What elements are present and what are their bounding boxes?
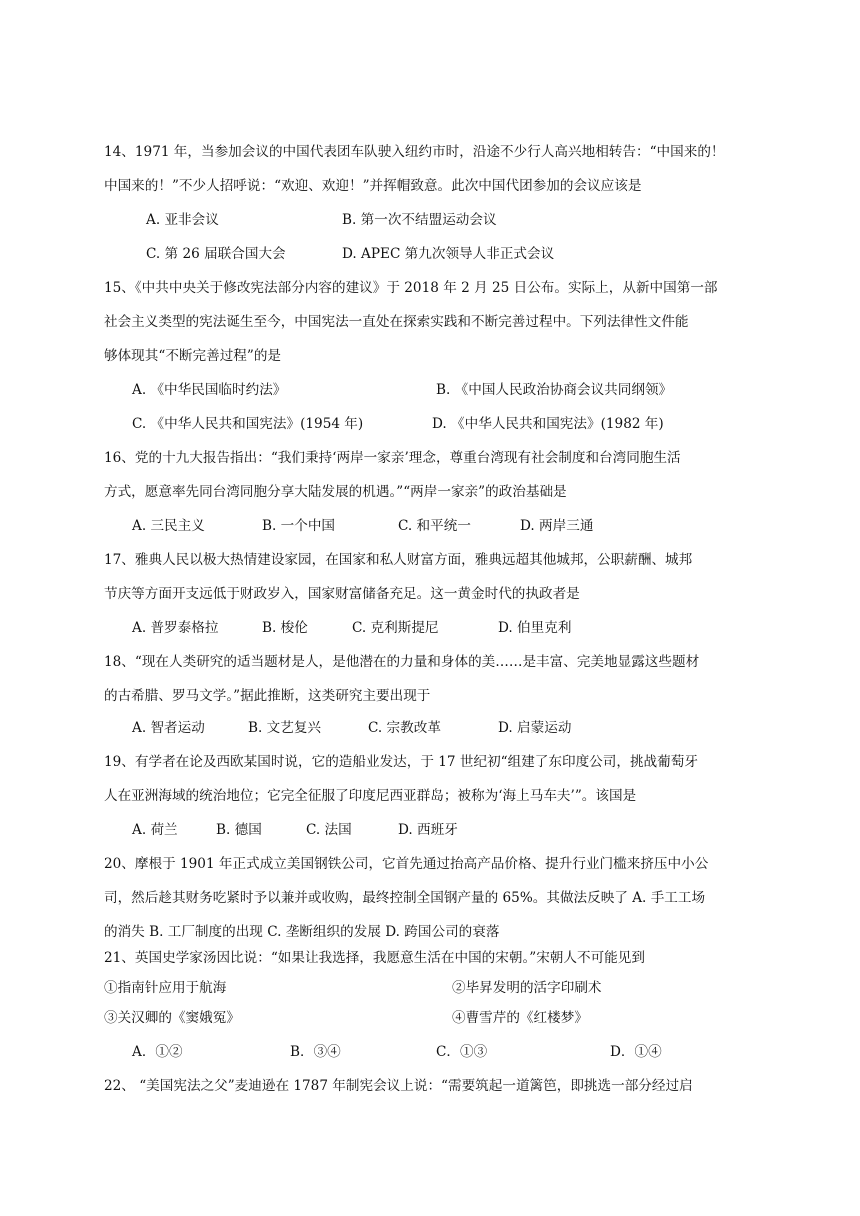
question-21-option-a: A．①② [132, 1044, 183, 1060]
question-18-option-a: A. 智者运动 [132, 720, 205, 736]
question-16-option-c: C. 和平统一 [398, 518, 471, 534]
question-15-line-3: 够体现其“不断完善过程”的是 [104, 348, 282, 364]
question-17-option-d: D. 伯里克利 [498, 620, 572, 636]
question-16-line-2: 方式，愿意率先同台湾同胞分享大陆发展的机遇。”“两岸一家亲”的政治基础是 [104, 484, 567, 500]
question-18-option-c: C. 宗教改革 [368, 720, 441, 736]
question-17-option-c: C. 克利斯提尼 [352, 620, 439, 636]
question-15-option-c: C. 《中华人民共和国宪法》(1954 年) [132, 416, 364, 432]
question-17-option-a: A. 普罗泰格拉 [132, 620, 219, 636]
question-21-item-1: ①指南针应用于航海 [104, 980, 227, 996]
question-18-line-1: 18、“现在人类研究的适当题材是人，是他潜在的力量和身体的美……是丰富、完美地显露这些题材 [104, 654, 700, 670]
question-16-option-d: D. 两岸三通 [520, 518, 594, 534]
question-17-option-b: B. 梭伦 [262, 620, 308, 636]
question-19-option-b: B. 德国 [216, 822, 262, 838]
question-15-line-2: 社会主义类型的宪法诞生至今，中国宪法一直处在探索实践和不断完善过程中。下列法律性文件能 [104, 314, 689, 330]
question-14-option-a: A. 亚非会议 [146, 212, 219, 228]
question-21-item-2: ②毕昇发明的活字印刷术 [452, 980, 602, 996]
question-21-item-4: ④曹雪芹的《红楼梦》 [452, 1010, 588, 1026]
question-21-option-b: B．③④ [290, 1044, 341, 1060]
question-15-option-d: D. 《中华人民共和国宪法》(1982 年) [432, 416, 664, 432]
question-22-line-1: 22、 “美国宪法之父”麦迪逊在 1787 年制宪会议上说：“需要筑起一道篱笆，即挑选一部分经过启 [104, 1078, 693, 1094]
question-15-option-a: A. 《中华民国临时约法》 [132, 382, 287, 398]
question-21-option-c: C．①③ [436, 1044, 488, 1060]
question-14-line-1: 14、1971 年，当参加会议的中国代表团车队驶入纽约市时，沿途不少行人高兴地相转告：“中国来的！ [104, 144, 725, 160]
question-18-line-2: 的古希腊、罗马文学。”据此推断，这类研究主要出现于 [104, 688, 431, 704]
question-18-option-d: D. 启蒙运动 [498, 720, 572, 736]
question-16-line-1: 16、党的十九大报告指出：“我们秉持‘两岸一家亲’理念，尊重台湾现有社会制度和台湾同胞生活 [104, 450, 681, 466]
question-14-option-c: C. 第 26 届联合国大会 [146, 246, 286, 262]
question-14-option-b: B. 第一次不结盟运动会议 [342, 212, 497, 228]
question-18-option-b: B. 文艺复兴 [248, 720, 322, 736]
question-19-line-2: 人在亚洲海域的统治地位；它完全征服了印度尼西亚群岛；被称为‘海上马车夫’”。该国是 [104, 788, 637, 804]
question-21-line-1: 21、英国史学家汤因比说：“如果让我选择，我愿意生活在中国的宋朝。”宋朝人不可能见到 [104, 950, 645, 966]
question-15-line-1: 15、《中共中央关于修改宪法部分内容的建议》于 2018 年 2 月 25 日公布。实际上，从新中国第一部 [104, 280, 718, 296]
question-20-line-1: 20、摩根于 1901 年正式成立美国钢铁公司，它首先通过抬高产品价格、提升行业门槛来挤压中小公 [104, 856, 709, 872]
question-21-option-d: D．①④ [610, 1044, 662, 1060]
question-17-line-2: 节庆等方面开支远低于财政岁入，国家财富储备充足。这一黄金时代的执政者是 [104, 586, 580, 602]
question-14-option-d: D. APEC 第九次领导人非正式会议 [342, 246, 555, 262]
question-16-option-b: B. 一个中国 [262, 518, 336, 534]
question-21-item-3: ③关汉卿的《窦娥冤》 [104, 1010, 240, 1026]
question-19-option-a: A. 荷兰 [132, 822, 178, 838]
question-15-option-b: B. 《中国人民政治协商会议共同纲领》 [436, 382, 673, 398]
question-14-line-2: 中国来的！”不少人招呼说：“欢迎、欢迎！”并挥帽致意。此次中国代团参加的会议应该是 [104, 178, 642, 194]
question-20-line-2: 司，然后趁其财务吃紧时予以兼并或收购，最终控制全国钢产量的 65%。其做法反映了 A. 手工工场 [104, 890, 706, 906]
question-17-line-1: 17、雅典人民以极大热情建设家园，在国家和私人财富方面，雅典远超其他城邦，公职薪酬、城邦 [104, 552, 693, 568]
question-19-option-c: C. 法国 [306, 822, 352, 838]
question-16-option-a: A. 三民主义 [132, 518, 205, 534]
question-19-line-1: 19、有学者在论及西欧某国时说，它的造船业发达，于 17 世纪初“组建了东印度公司，挑战葡萄牙 [104, 754, 698, 770]
question-19-option-d: D. 西班牙 [398, 822, 458, 838]
question-20-line-3: 的消失 B. 工厂制度的出现 C. 垄断组织的发展 D. 跨国公司的衰落 [104, 924, 500, 940]
